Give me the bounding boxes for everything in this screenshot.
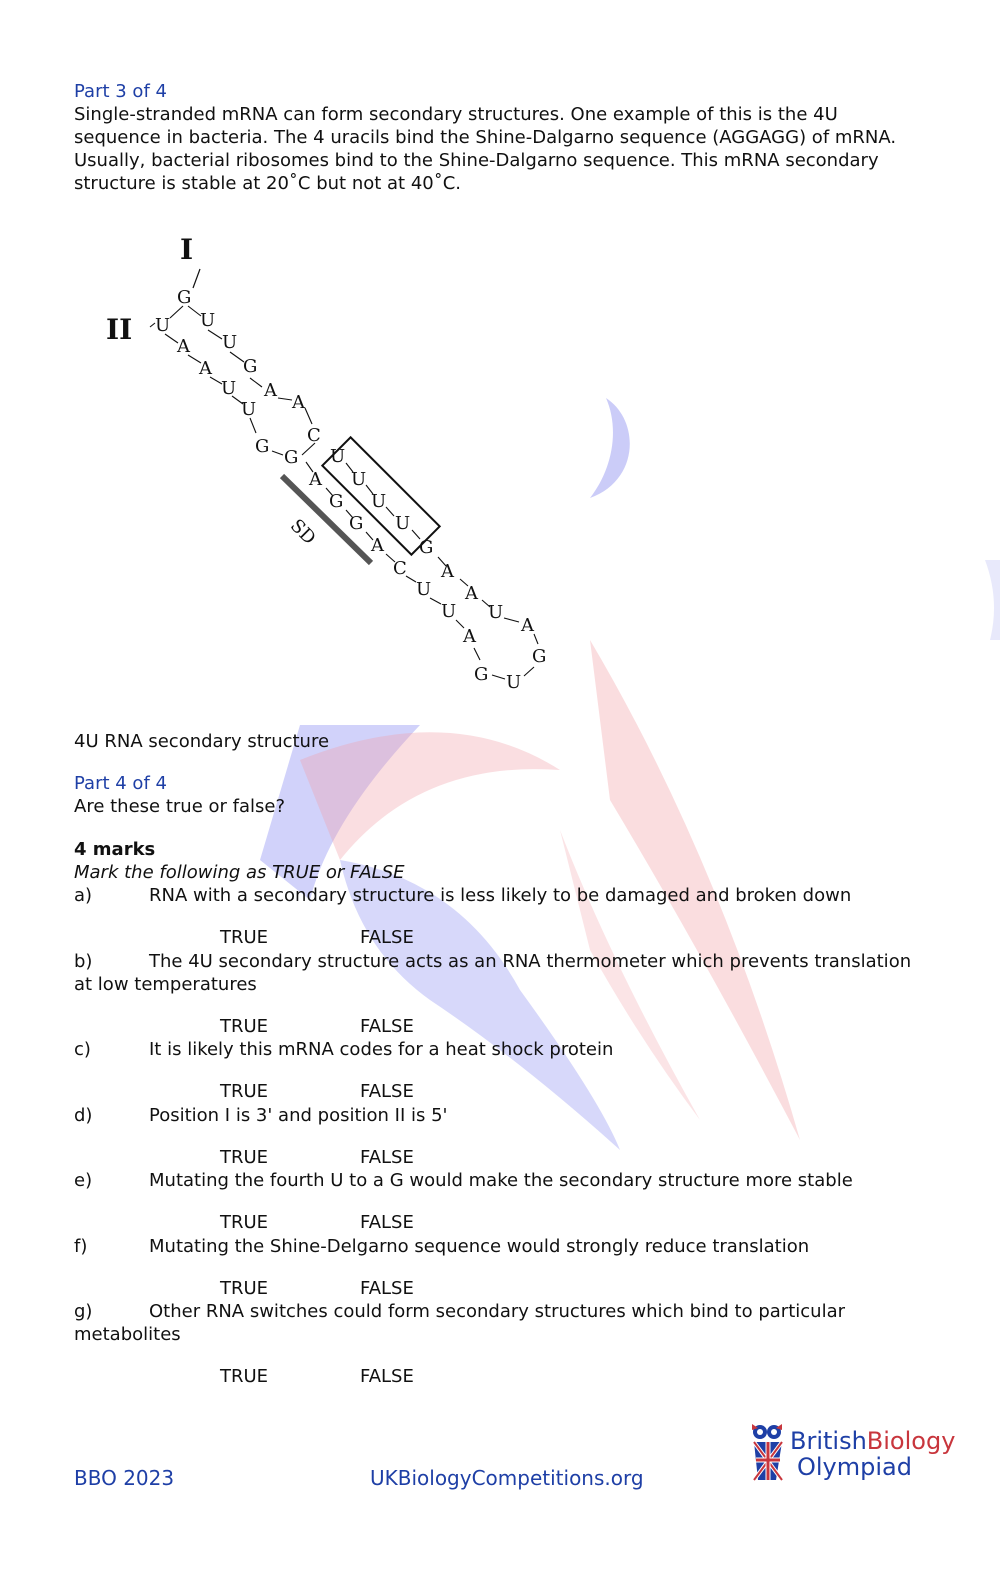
base-22: A <box>371 535 384 556</box>
part4-heading: Part 4 of 4 <box>74 773 167 794</box>
base-19: U <box>371 491 387 512</box>
figure-caption: 4U RNA secondary structure <box>74 731 330 752</box>
false-option[interactable]: FALSE <box>360 1212 414 1233</box>
rna-structure-diagram <box>100 230 570 700</box>
logo-text-olympiad: Olympiad <box>797 1453 912 1481</box>
base-2: U <box>155 315 171 336</box>
base-1: G <box>177 287 192 308</box>
base-15: U <box>330 446 346 467</box>
base-33: G <box>474 664 489 685</box>
label-position-ii: II <box>106 313 133 346</box>
logo-word-british: British <box>790 1427 867 1455</box>
part3-line-1: Single-stranded mRNA can form secondary structures. One example of this is the 4U <box>74 104 838 125</box>
part3-line-2: sequence in bacteria. The 4 uracils bind the Shine-Dalgarno sequence (AGGAGG) of mRNA. <box>74 127 897 148</box>
base-18: G <box>329 491 344 512</box>
base-5: U <box>222 332 238 353</box>
footer-website-link[interactable]: UKBiologyCompetitions.org <box>370 1466 644 1490</box>
true-option[interactable]: TRUE <box>220 1212 269 1233</box>
part4-question: Are these true or false? <box>74 796 285 817</box>
base-8: U <box>221 378 237 399</box>
label-sd: SD <box>285 515 320 549</box>
base-13: C <box>307 425 321 446</box>
false-option[interactable]: FALSE <box>360 1147 414 1168</box>
base-4: A <box>177 336 190 357</box>
base-9: A <box>264 380 277 401</box>
base-21: U <box>395 513 411 534</box>
item-letter: g) <box>74 1301 93 1322</box>
base-24: C <box>393 558 407 579</box>
item-letter: b) <box>74 951 93 972</box>
base-14: G <box>284 447 299 468</box>
base-29: U <box>488 602 504 623</box>
true-option[interactable]: TRUE <box>220 1147 269 1168</box>
item-text: Position I is 3' and position II is 5' <box>149 1105 448 1126</box>
false-option[interactable]: FALSE <box>360 1278 414 1299</box>
true-option[interactable]: TRUE <box>220 1016 269 1037</box>
footer-bbo-year: BBO 2023 <box>74 1466 175 1490</box>
false-option[interactable]: FALSE <box>360 927 414 948</box>
owl-logo-icon <box>748 1420 788 1490</box>
item-text: Mutating the Shine-Delgarno sequence would strongly reduce translation <box>149 1236 810 1257</box>
part3-line-3: Usually, bacterial ribosomes bind to the Shine-Dalgarno sequence. This mRNA secondary <box>74 150 879 171</box>
base-17: U <box>351 469 367 490</box>
item-text: RNA with a secondary structure is less likely to be damaged and broken down <box>149 885 852 906</box>
item-text-continued: metabolites <box>74 1324 181 1345</box>
marks-label: 4 marks <box>74 839 156 860</box>
base-20: G <box>349 513 364 534</box>
item-letter: c) <box>74 1039 91 1060</box>
false-option[interactable]: FALSE <box>360 1366 414 1387</box>
part3-heading: Part 3 of 4 <box>74 81 167 102</box>
base-7: G <box>243 356 258 377</box>
item-text: The 4U secondary structure acts as an RNA thermometer which prevents translation <box>149 951 912 972</box>
item-letter: d) <box>74 1105 93 1126</box>
base-23: G <box>419 537 434 558</box>
base-25: A <box>441 561 454 582</box>
logo-word-biology: Biology <box>866 1427 956 1455</box>
base-12: G <box>255 436 270 457</box>
true-option[interactable]: TRUE <box>220 1278 269 1299</box>
base-16: A <box>309 469 322 490</box>
instruction: Mark the following as TRUE or FALSE <box>74 862 405 883</box>
base-30: A <box>463 626 476 647</box>
logo-text-british-biology <box>790 1427 955 1455</box>
base-34: U <box>506 672 522 693</box>
item-letter: e) <box>74 1170 93 1191</box>
label-position-i: I <box>180 233 194 266</box>
part3-line-4: structure is stable at 20˚C but not at 40˚C. <box>74 173 462 194</box>
false-option[interactable]: FALSE <box>360 1081 414 1102</box>
item-letter: f) <box>74 1236 88 1257</box>
base-31: A <box>521 615 534 636</box>
true-option[interactable]: TRUE <box>220 1081 269 1102</box>
item-text: Mutating the fourth U to a G would make the secondary structure more stable <box>149 1170 853 1191</box>
false-option[interactable]: FALSE <box>360 1016 414 1037</box>
base-10: U <box>241 399 257 420</box>
item-text-continued: at low temperatures <box>74 974 257 995</box>
item-letter: a) <box>74 885 93 906</box>
item-text: Other RNA switches could form secondary structures which bind to particular <box>149 1301 845 1322</box>
base-3: U <box>200 310 216 331</box>
true-option[interactable]: TRUE <box>220 1366 269 1387</box>
true-option[interactable]: TRUE <box>220 927 269 948</box>
item-text: It is likely this mRNA codes for a heat shock protein <box>149 1039 614 1060</box>
base-6: A <box>199 358 212 379</box>
base-32: G <box>532 646 547 667</box>
base-28: A <box>465 583 478 604</box>
strand-end-i <box>193 269 200 288</box>
base-11: A <box>292 392 305 413</box>
base-26: U <box>416 579 432 600</box>
base-27: U <box>441 601 457 622</box>
